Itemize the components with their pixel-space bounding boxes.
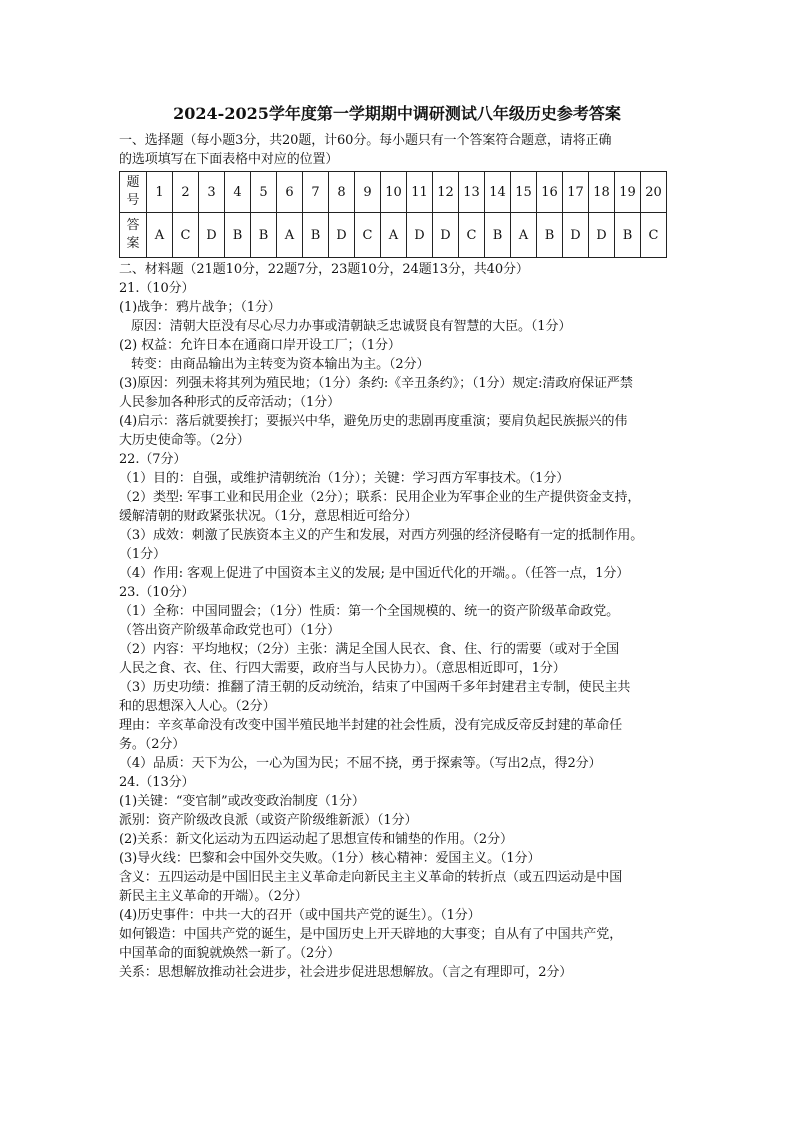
answer-line: 务。（2分） bbox=[119, 737, 186, 752]
answer-cell: B bbox=[485, 213, 511, 258]
answer-line: 含义：五四运动是中国旧民主主义革命走向新民主主义革命的转折点（或五四运动是中国 bbox=[119, 870, 623, 885]
question-number-cell: 18 bbox=[589, 172, 615, 213]
answer-line: 关系：思想解放推动社会进步，社会进步促进思想解放。（言之有理即可，2分） bbox=[119, 965, 573, 980]
answer-cell: A bbox=[381, 213, 407, 258]
answer-line: （答出资产阶级革命政党也可）（1分） bbox=[119, 623, 340, 638]
question-number-cell: 15 bbox=[511, 172, 537, 213]
answer-line: 缓解清朝的财政紧张状况。（1分，意思相近可给分） bbox=[119, 509, 418, 524]
row-header-answer: 答 案 bbox=[120, 213, 147, 258]
question-number-cell: 13 bbox=[459, 172, 485, 213]
answer-line: 派别：资产阶级改良派（或资产阶级维新派）（1分） bbox=[119, 813, 418, 828]
answer-line: （1分） bbox=[119, 547, 166, 562]
section2-heading: 二、材料题（21题10分，22题7分，23题10分，24题13分，共40分） bbox=[119, 262, 529, 277]
question-number-cell: 8 bbox=[329, 172, 355, 213]
section1-instructions-line2: 的选项填写在下面表格中对应的位置） bbox=[119, 152, 339, 167]
question-number-cell: 12 bbox=[433, 172, 459, 213]
answer-cell: D bbox=[199, 213, 225, 258]
answer-cell: C bbox=[459, 213, 485, 258]
answer-line: （3）历史功绩：推翻了清王朝的反动统治，结束了中国两千多年封建君主专制，使民主共 bbox=[119, 680, 631, 695]
answer-cell: B bbox=[303, 213, 329, 258]
answer-cell: C bbox=[173, 213, 199, 258]
question-number-cell: 2 bbox=[173, 172, 199, 213]
answer-line: （2）内容：平均地权；（2分）主张：满足全国人民衣、食、住、行的需要（或对于全国 bbox=[119, 642, 620, 657]
question-number-cell: 16 bbox=[537, 172, 563, 213]
answer-cell: D bbox=[329, 213, 355, 258]
answer-document bbox=[119, 103, 679, 982]
question-number-cell: 19 bbox=[615, 172, 641, 213]
answer-cell: D bbox=[407, 213, 433, 258]
answer-line: 如何锻造：中国共产党的诞生，是中国历史上开天辟地的大事变；自从有了中国共产党， bbox=[119, 927, 623, 942]
question-number-cell: 14 bbox=[485, 172, 511, 213]
q22-heading: 22.（7分） bbox=[119, 452, 187, 467]
answer-line: 转变：由商品输出为主转变为资本输出为主。（2分） bbox=[131, 357, 430, 372]
answer-line: (2)关系：新文化运动为五四运动起了思想宣传和铺垫的作用。（2分） bbox=[119, 832, 513, 847]
answer-line: 大历史使命等。（2分） bbox=[119, 433, 250, 448]
answer-line: (1)关键：“变官制”或改变政治制度（1分） bbox=[119, 794, 365, 809]
answer-line: （2）类型: 军事工业和民用企业（2分）；联系：民用企业为军事企业的生产提供资金支持， bbox=[119, 490, 641, 505]
row-header-question-number: 题 号 bbox=[120, 172, 147, 213]
answer-line: (4)启示：落后就要挨打；要振兴中华，避免历史的悲剧再度重演；要肩负起民族振兴的伟 bbox=[119, 414, 628, 429]
answer-cell: B bbox=[225, 213, 251, 258]
question-number-cell: 9 bbox=[355, 172, 381, 213]
answer-line: （1）目的：自强，或维护清朝统治（1分）；关键：学习西方军事技术。（1分） bbox=[119, 471, 570, 486]
question-number-cell: 7 bbox=[303, 172, 329, 213]
answer-cell: A bbox=[277, 213, 303, 258]
question-number-cell: 10 bbox=[381, 172, 407, 213]
answer-line: 理由：辛亥革命没有改变中国半殖民地半封建的社会性质，没有完成反帝反封建的革命任 bbox=[119, 718, 623, 733]
answer-line: 人民参加各种形式的反帝活动；（1分） bbox=[119, 395, 340, 410]
question-number-cell: 1 bbox=[147, 172, 173, 213]
answer-line: 和的思想深入人心。（2分） bbox=[119, 699, 276, 714]
answer-cell: C bbox=[641, 213, 667, 258]
q23-heading: 23.（10分） bbox=[119, 585, 195, 600]
section1-instructions-line1: 一、选择题（每小题3分，共20题，计60分。每小题只有一个答案符合题意，请将正确 bbox=[119, 133, 612, 148]
answer-cell: D bbox=[433, 213, 459, 258]
page-title: 2024-2025学年度第一学期期中调研测试八年级历史参考答案 bbox=[173, 104, 621, 123]
answer-table bbox=[119, 171, 667, 258]
answer-line: （4）品质：天下为公，一心为国为民；不屈不挠，勇于探索等。（写出2点，得2分） bbox=[119, 756, 602, 771]
answer-line: 人民之食、衣、住、行四大需要，政府当与人民协力）。（意思相近即可，1分） bbox=[119, 661, 566, 676]
q21-heading: 21.（10分） bbox=[119, 281, 195, 296]
answer-line: (3)导火线：巴黎和会中国外交失败。（1分）核心精神：爱国主义。（1分） bbox=[119, 851, 541, 866]
answer-line: (4)历史事件：中共一大的召开（或中国共产党的诞生）。（1分） bbox=[119, 908, 481, 923]
question-number-row bbox=[120, 172, 667, 213]
question-number-cell: 17 bbox=[563, 172, 589, 213]
answer-line: （3）成效：刺激了民族资本主义的产生和发展，对西方列强的经济侵略有一定的抵制作用。 bbox=[119, 528, 644, 543]
answer-line: (3)原因：列强未将其列为殖民地；（1分）条约:《辛丑条约》；（1分）规定:清政府保证严禁 bbox=[119, 376, 633, 391]
answer-cell: A bbox=[511, 213, 537, 258]
question-number-cell: 20 bbox=[641, 172, 667, 213]
question-number-cell: 5 bbox=[251, 172, 277, 213]
answer-line: （1）全称：中国同盟会；（1分）性质：第一个全国规模的、统一的资产阶级革命政党。 bbox=[119, 604, 620, 619]
q24-heading: 24.（13分） bbox=[119, 775, 195, 790]
answer-cell: B bbox=[537, 213, 563, 258]
answer-line: 原因：清朝大臣没有尽心尽力办事或清朝缺乏忠诚贤良有智慧的大臣。（1分） bbox=[131, 319, 572, 334]
answer-line: (1)战争：鸦片战争；（1分） bbox=[119, 300, 281, 315]
question-number-cell: 11 bbox=[407, 172, 433, 213]
answer-line: （4）作用: 客观上促进了中国资本主义的发展; 是中国近代化的开端。。（任答一点，1分） bbox=[119, 566, 630, 581]
answer-cell: B bbox=[251, 213, 277, 258]
answer-row bbox=[120, 213, 667, 258]
answer-cell: C bbox=[355, 213, 381, 258]
answer-cell: D bbox=[589, 213, 615, 258]
question-number-cell: 3 bbox=[199, 172, 225, 213]
answer-line: 新民主主义革命的开端）。（2分） bbox=[119, 889, 308, 904]
question-number-cell: 6 bbox=[277, 172, 303, 213]
answer-cell: B bbox=[615, 213, 641, 258]
question-number-cell: 4 bbox=[225, 172, 251, 213]
answer-cell: D bbox=[563, 213, 589, 258]
answer-cell: A bbox=[147, 213, 173, 258]
answer-line: (2) 权益：允许日本在通商口岸开设工厂；（1分） bbox=[119, 338, 401, 353]
answer-line: 中国革命的面貌就焕然一新了。（2分） bbox=[119, 946, 340, 961]
